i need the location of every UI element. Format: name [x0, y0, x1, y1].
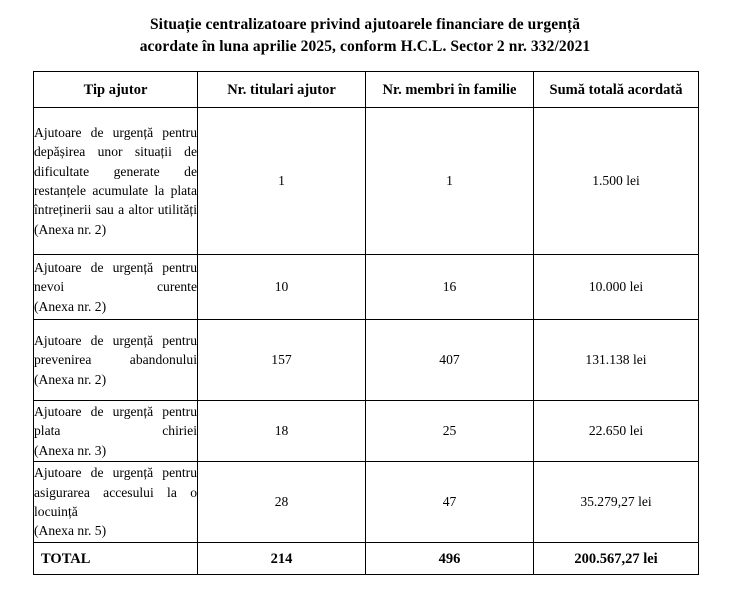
- cell-total-amount: 22.650 lei: [534, 401, 699, 462]
- table-row: [34, 462, 699, 543]
- table-total-row: [34, 543, 699, 575]
- cell-members-count: 25: [366, 401, 534, 462]
- column-header-members: Nr. membri în familie: [366, 72, 534, 108]
- cell-total-holders: 214: [198, 543, 366, 575]
- aid-type-annex: (Anexa nr. 3): [34, 442, 107, 458]
- cell-holders-count: 1: [198, 108, 366, 255]
- aid-type-annex: (Anexa nr. 2): [34, 298, 107, 314]
- cell-aid-type: [34, 108, 198, 255]
- column-header-amount: Sumă totală acordată: [534, 72, 699, 108]
- cell-aid-type: [34, 320, 198, 401]
- table-row: [34, 108, 699, 255]
- cell-total-amount: 35.279,27 lei: [534, 462, 699, 543]
- table-header-row: [34, 72, 699, 108]
- column-header-type: Tip ajutor: [34, 72, 198, 108]
- page-title: [0, 0, 730, 58]
- cell-members-count: 16: [366, 255, 534, 320]
- table-row: [34, 255, 699, 320]
- cell-total-label: TOTAL: [34, 543, 198, 575]
- aid-type-annex: (Anexa nr. 5): [34, 523, 107, 539]
- cell-members-count: 1: [366, 108, 534, 255]
- cell-total-amount: 131.138 lei: [534, 320, 699, 401]
- cell-members-count: 47: [366, 462, 534, 543]
- page-title-line-1: Situație centralizatoare privind ajutoarele financiare de urgență: [149, 16, 581, 33]
- cell-members-count: 407: [366, 320, 534, 401]
- cell-total-amount: 1.500 lei: [534, 108, 699, 255]
- cell-total-amount: 10.000 lei: [534, 255, 699, 320]
- cell-aid-type: [34, 462, 198, 543]
- cell-total-members: 496: [366, 543, 534, 575]
- cell-aid-type: [34, 401, 198, 462]
- cell-holders-count: 157: [198, 320, 366, 401]
- page-title-line-2: acordate în luna aprilie 2025, conform H.C.L. Sector 2 nr. 332/2021: [139, 38, 591, 55]
- cell-holders-count: 10: [198, 255, 366, 320]
- aid-type-label: Ajutoare de urgență pentru asigurarea accesului la o locuință: [34, 465, 197, 519]
- column-header-holders: Nr. titulari ajutor: [198, 72, 366, 108]
- aid-type-label: Ajutoare de urgență pentru nevoi curente: [34, 259, 197, 295]
- cell-holders-count: 18: [198, 401, 366, 462]
- aid-type-label: Ajutoare de urgență pentru prevenirea abandonului: [34, 332, 197, 368]
- aid-summary-table: [33, 71, 699, 575]
- aid-type-annex: (Anexa nr. 2): [34, 221, 107, 237]
- table-row: [34, 320, 699, 401]
- aid-type-label: Ajutoare de urgență pentru plata chiriei: [34, 403, 197, 439]
- cell-aid-type: [34, 255, 198, 320]
- report-table-container: [33, 71, 698, 575]
- aid-type-label: Ajutoare de urgență pentru depășirea unor situații de dificultate generate de restanțele acumulate la plata întreținerii sau a altor utilități: [34, 124, 197, 218]
- table-row: [34, 401, 699, 462]
- cell-holders-count: 28: [198, 462, 366, 543]
- aid-type-annex: (Anexa nr. 2): [34, 371, 107, 387]
- cell-total-amount-sum: 200.567,27 lei: [534, 543, 699, 575]
